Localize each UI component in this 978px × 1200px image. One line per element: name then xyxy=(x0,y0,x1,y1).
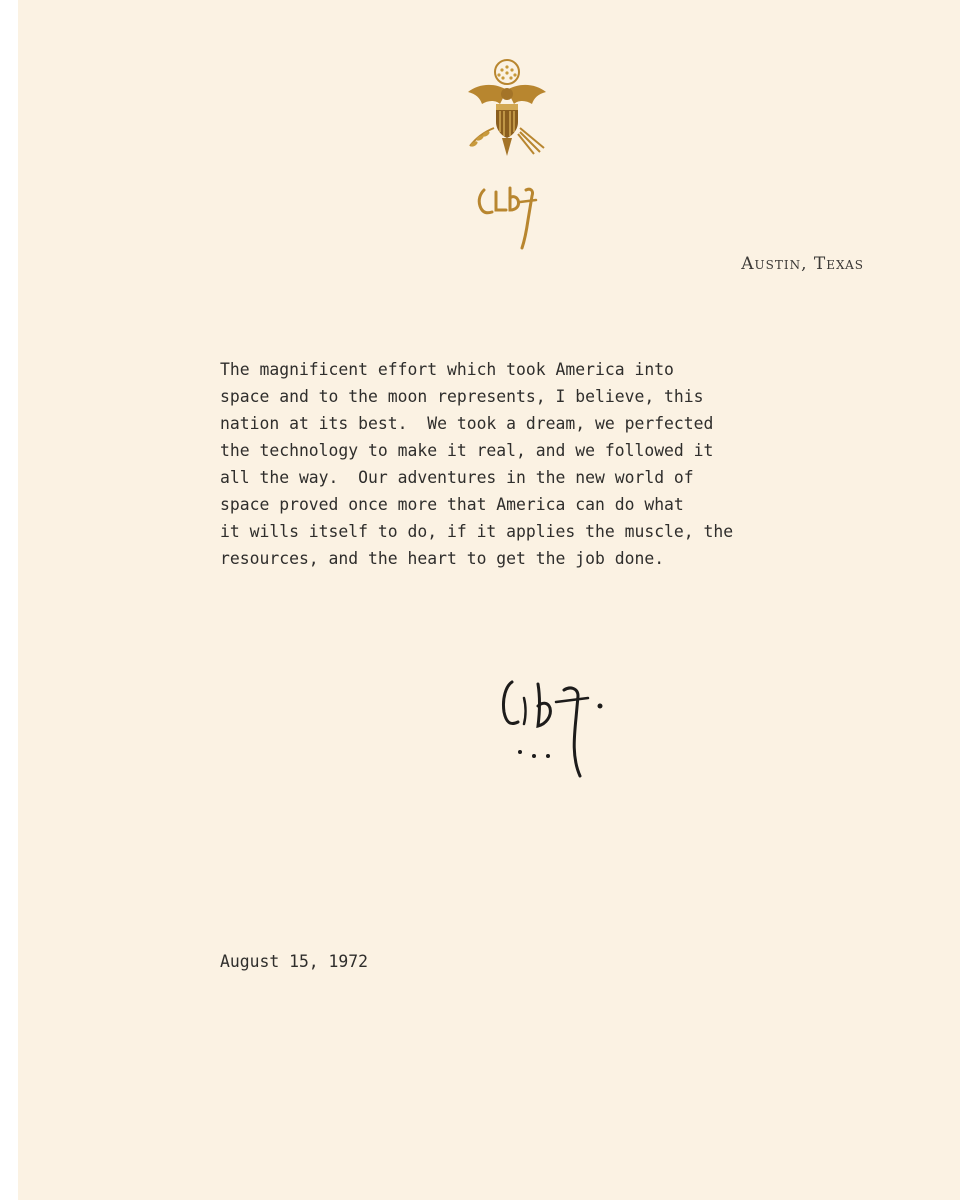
letter-date: August 15, 1972 xyxy=(220,952,369,971)
letter-line: resources, and the heart to get the job done. xyxy=(220,549,665,568)
great-seal-eagle-icon xyxy=(458,58,556,160)
letter-line: space and to the moon represents, I believe, this xyxy=(220,387,704,406)
letter-line: space proved once more that America can do what xyxy=(220,495,684,514)
location-line: Austin, Texas xyxy=(741,254,864,274)
letter-line: it wills itself to do, if it applies the muscle, the xyxy=(220,522,734,541)
letter-body xyxy=(220,356,820,572)
letter-line: the technology to make it real, and we followed it xyxy=(220,441,714,460)
letter-sheet xyxy=(18,0,960,1200)
letter-line: nation at its best. We took a dream, we perfected xyxy=(220,414,714,433)
lbj-monogram-icon xyxy=(470,180,550,252)
letter-line: all the way. Our adventures in the new world of xyxy=(220,468,694,487)
handwritten-signature xyxy=(490,668,630,784)
letter-line: The magnificent effort which took America into xyxy=(220,360,674,379)
